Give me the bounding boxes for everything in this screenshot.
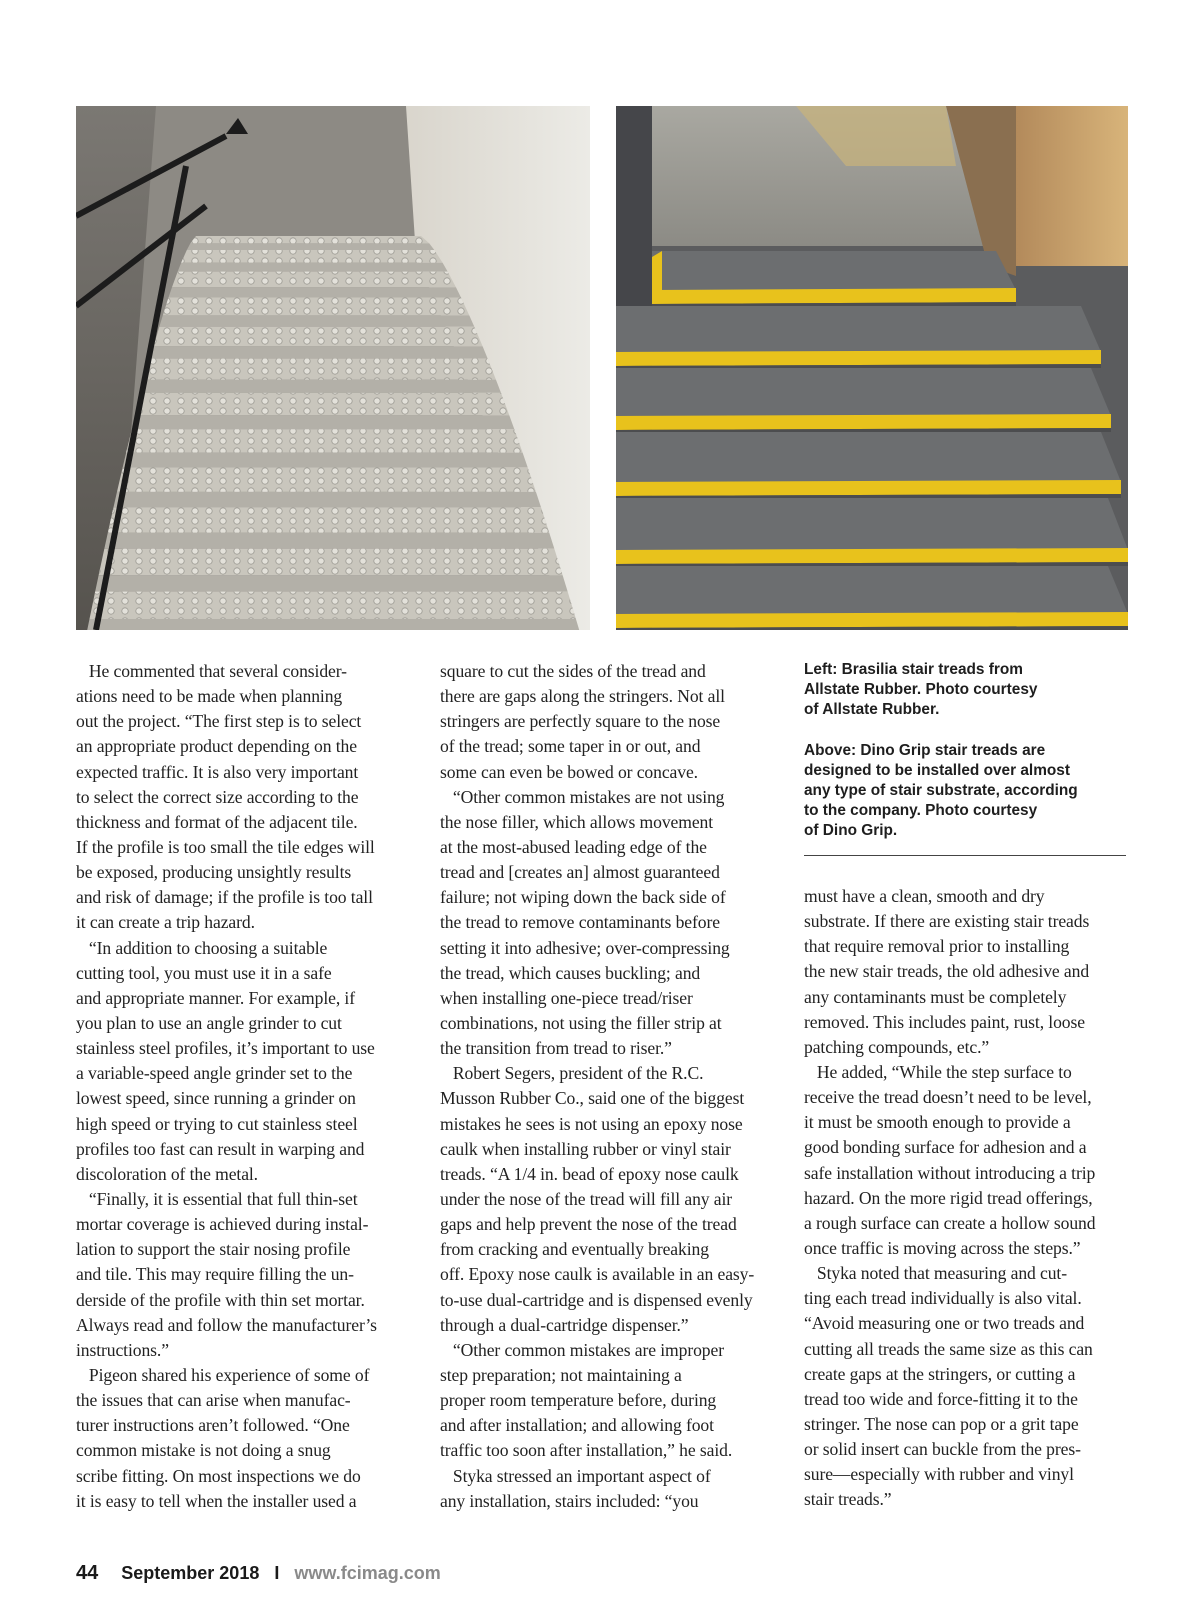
page-footer (76, 1562, 441, 1585)
text-line: “Finally, it is essential that full thin-set (76, 1188, 358, 1209)
stair-riser (141, 380, 501, 393)
text-line: to-use dual-cartridge and is dispensed evenly (440, 1289, 753, 1310)
page-number: 44 (76, 1562, 99, 1584)
text-line: hazard. On the more rigid tread offerings, (804, 1187, 1093, 1208)
stair-riser (95, 575, 567, 591)
photo-brasilia-image (76, 106, 590, 630)
stair-riser (187, 243, 435, 250)
text-line: and after installation; and allowing foot (440, 1415, 714, 1436)
text-line: profiles too fast can result in warping and (76, 1138, 365, 1159)
caption-line: of Allstate Rubber. (804, 701, 940, 719)
text-line: tread and [creates an] almost guaranteed (440, 862, 720, 883)
text-line: the issues that can arise when manufac- (76, 1390, 351, 1411)
text-line: under the nose of the tread will fill any air (440, 1188, 733, 1209)
text-line: Musson Rubber Co., said one of the biggest (440, 1088, 745, 1109)
text-line: If the profile is too small the tile edges will (76, 836, 375, 857)
photo-caption (804, 660, 1124, 842)
text-line: lation to support the stair nosing profile (76, 1239, 351, 1260)
text-line: you plan to use an angle grinder to cut (76, 1012, 342, 1033)
stair-riser (123, 453, 528, 468)
website-link[interactable]: www.fcimag.com (294, 1563, 441, 1583)
text-line: the tread to remove contaminants before (440, 912, 720, 933)
yellow-nosing (616, 548, 1128, 564)
article-column-3 (804, 884, 1134, 1513)
text-line: an appropriate product depending on the (76, 736, 357, 757)
caption-line: Above: Dino Grip stair treads are (804, 741, 1046, 759)
caption-divider (804, 855, 1126, 856)
text-line: Pigeon shared his experience of some of (76, 1364, 370, 1385)
grit-tread (616, 498, 1128, 550)
text-line: at the most-abused leading edge of the (440, 836, 707, 857)
photo-brasilia-stair-treads (76, 106, 590, 630)
text-line: ting each tread individually is also vital. (804, 1288, 1082, 1309)
text-line: create gaps at the stringers, or cutting a (804, 1363, 1076, 1384)
text-line: or solid insert can buckle from the pres- (804, 1439, 1081, 1460)
photo-dino-grip-stair-treads (616, 106, 1128, 630)
text-line: to select the correct size according to the (76, 786, 359, 807)
text-line: substrate. If there are existing stair treads (804, 911, 1090, 932)
text-line: traffic too soon after installation,” he said. (440, 1440, 733, 1461)
caption-line: any type of stair substrate, according (804, 782, 1078, 800)
stair-riser (132, 415, 515, 429)
caption-line: Left: Brasilia stair treads from (804, 661, 1023, 678)
text-line: that require removal prior to installing (804, 936, 1070, 957)
tread-group (616, 251, 1128, 630)
stair-riser (178, 263, 448, 272)
issue-date: September 2018 (121, 1563, 260, 1583)
article-column-2 (440, 659, 780, 1514)
text-line: removed. This includes paint, rust, loose (804, 1011, 1085, 1032)
text-line: it can create a trip hazard. (76, 912, 255, 933)
text-line: some can even be bowed or concave. (440, 761, 698, 782)
text-line: He commented that several consider- (76, 661, 347, 681)
yellow-nosing (616, 612, 1128, 628)
footer-separator: I (274, 1563, 280, 1583)
yellow-nosing (616, 414, 1111, 430)
text-line: instructions.” (76, 1339, 169, 1360)
text-line: caulk when installing rubber or vinyl stair (440, 1138, 731, 1159)
text-line: derside of the profile with thin set mortar. (76, 1289, 365, 1310)
text-line: common mistake is not doing a snug (76, 1440, 331, 1461)
caption-line: Allstate Rubber. Photo courtesy (804, 681, 1038, 699)
text-line: cutting all treads the same size as this can (804, 1338, 1093, 1359)
text-line: discoloration of the metal. (76, 1163, 258, 1184)
text-line: and appropriate manner. For example, if (76, 987, 355, 1008)
text-line: high speed or trying to cut stainless steel (76, 1113, 358, 1134)
text-line: setting it into adhesive; over-compressing (440, 937, 730, 958)
yellow-side-edge (652, 251, 662, 296)
text-line: stringer. The nose can pop or a grit tape (804, 1413, 1079, 1434)
text-line: any contaminants must be completely (804, 986, 1067, 1007)
text-line: treads. “A 1/4 in. bead of epoxy nose caulk (440, 1163, 739, 1184)
text-line: square to cut the sides of the tread and (440, 661, 706, 681)
text-line: gaps and help prevent the nose of the tread (440, 1214, 737, 1235)
text-line: “In addition to choosing a suitable (76, 937, 328, 958)
photo-dino-grip-image (616, 106, 1128, 630)
stair-riser (86, 619, 581, 630)
text-line: thickness and format of the adjacent tile. (76, 811, 358, 832)
grit-tread (616, 566, 1128, 614)
text-line: receive the tread doesn’t need to be level, (804, 1087, 1092, 1108)
text-line: safe installation without introducing a trip (804, 1162, 1096, 1183)
text-line: mortar coverage is achieved during instal- (76, 1214, 369, 1235)
text-line: expected traffic. It is also very important (76, 761, 359, 782)
text-line: a variable-speed angle grinder set to the (76, 1063, 353, 1084)
text-line: the tread, which causes buckling; and (440, 962, 701, 983)
text-line: must have a clean, smooth and dry (804, 886, 1045, 906)
text-line: combinations, not using the filler strip at (440, 1012, 722, 1033)
yellow-nosing (616, 350, 1101, 366)
text-line: once traffic is moving across the steps.” (804, 1237, 1081, 1258)
text-line: mistakes he sees is not using an epoxy nose (440, 1113, 743, 1134)
caption-line: of Dino Grip. (804, 822, 898, 840)
text-line: stainless steel profiles, it’s important to use (76, 1038, 375, 1059)
text-line: stair treads.” (804, 1489, 892, 1510)
text-line: the transition from tread to riser.” (440, 1038, 672, 1059)
text-line: scribe fitting. On most inspections we do (76, 1465, 361, 1486)
text-line: be exposed, producing unsightly results (76, 862, 352, 883)
text-line: of the tread; some taper in or out, and (440, 736, 701, 757)
text-line: through a dual-cartridge dispenser.” (440, 1314, 689, 1335)
stair-riser (150, 346, 488, 358)
article-column-1 (76, 659, 416, 1514)
yellow-nosing (616, 480, 1121, 496)
text-line: stringers are perfectly square to the nose (440, 711, 721, 732)
text-line: Styka stressed an important aspect of (440, 1465, 711, 1486)
text-line: step preparation; not maintaining a (440, 1364, 682, 1385)
grit-tread (616, 368, 1111, 416)
grit-tread (652, 251, 1016, 290)
text-line: when installing one-piece tread/riser (440, 987, 693, 1008)
text-line: patching compounds, etc.” (804, 1036, 990, 1057)
text-line: Always read and follow the manufacturer’s (76, 1314, 377, 1335)
text-line: sure—especially with rubber and vinyl (804, 1464, 1074, 1485)
text-line: lowest speed, since running a grinder on (76, 1088, 356, 1109)
text-line: a rough surface can create a hollow sound (804, 1212, 1096, 1233)
text-line: ations need to be made when planning (76, 686, 343, 707)
text-line: and risk of damage; if the profile is too tall (76, 887, 373, 908)
text-line: “Other common mistakes are not using (440, 786, 725, 807)
text-line: it must be smooth enough to provide a (804, 1112, 1071, 1133)
grit-tread (616, 432, 1121, 482)
text-line: “Other common mistakes are improper (440, 1339, 724, 1360)
text-line: turer instructions aren’t followed. “One (76, 1415, 350, 1436)
text-line: off. Epoxy nose caulk is available in an easy- (440, 1264, 755, 1285)
text-line: there are gaps along the stringers. Not all (440, 686, 725, 707)
stair-riser (114, 492, 542, 507)
yellow-nosing (652, 288, 1016, 304)
text-line: and tile. This may require filling the un- (76, 1264, 354, 1285)
text-line: good bonding surface for adhesion and a (804, 1137, 1087, 1158)
text-line: from cracking and eventually breaking (440, 1239, 709, 1260)
text-line: the nose filler, which allows movement (440, 811, 714, 832)
text-line: proper room temperature before, during (440, 1390, 717, 1411)
text-line: the new stair treads, the old adhesive and (804, 961, 1090, 982)
text-line: out the project. “The first step is to select (76, 711, 362, 732)
text-line: Robert Segers, president of the R.C. (440, 1063, 704, 1084)
grit-tread (616, 306, 1101, 352)
stair-riser (169, 287, 462, 297)
text-line: it is easy to tell when the installer used a (76, 1490, 357, 1511)
text-line: “Avoid measuring one or two treads and (804, 1313, 1085, 1334)
text-line: Styka noted that measuring and cut- (804, 1263, 1067, 1284)
caption-line: to the company. Photo courtesy (804, 802, 1038, 820)
text-line: failure; not wiping down the back side of (440, 887, 726, 908)
text-line: He added, “While the step surface to (804, 1061, 1072, 1082)
stair-riser (104, 533, 554, 549)
text-line: cutting tool, you must use it in a safe (76, 962, 332, 983)
stair-riser (159, 315, 474, 326)
caption-line: designed to be installed over almost (804, 761, 1070, 779)
text-line: any installation, stairs included: “you (440, 1490, 699, 1511)
text-line: tread too wide and force-fitting it to the (804, 1388, 1078, 1409)
